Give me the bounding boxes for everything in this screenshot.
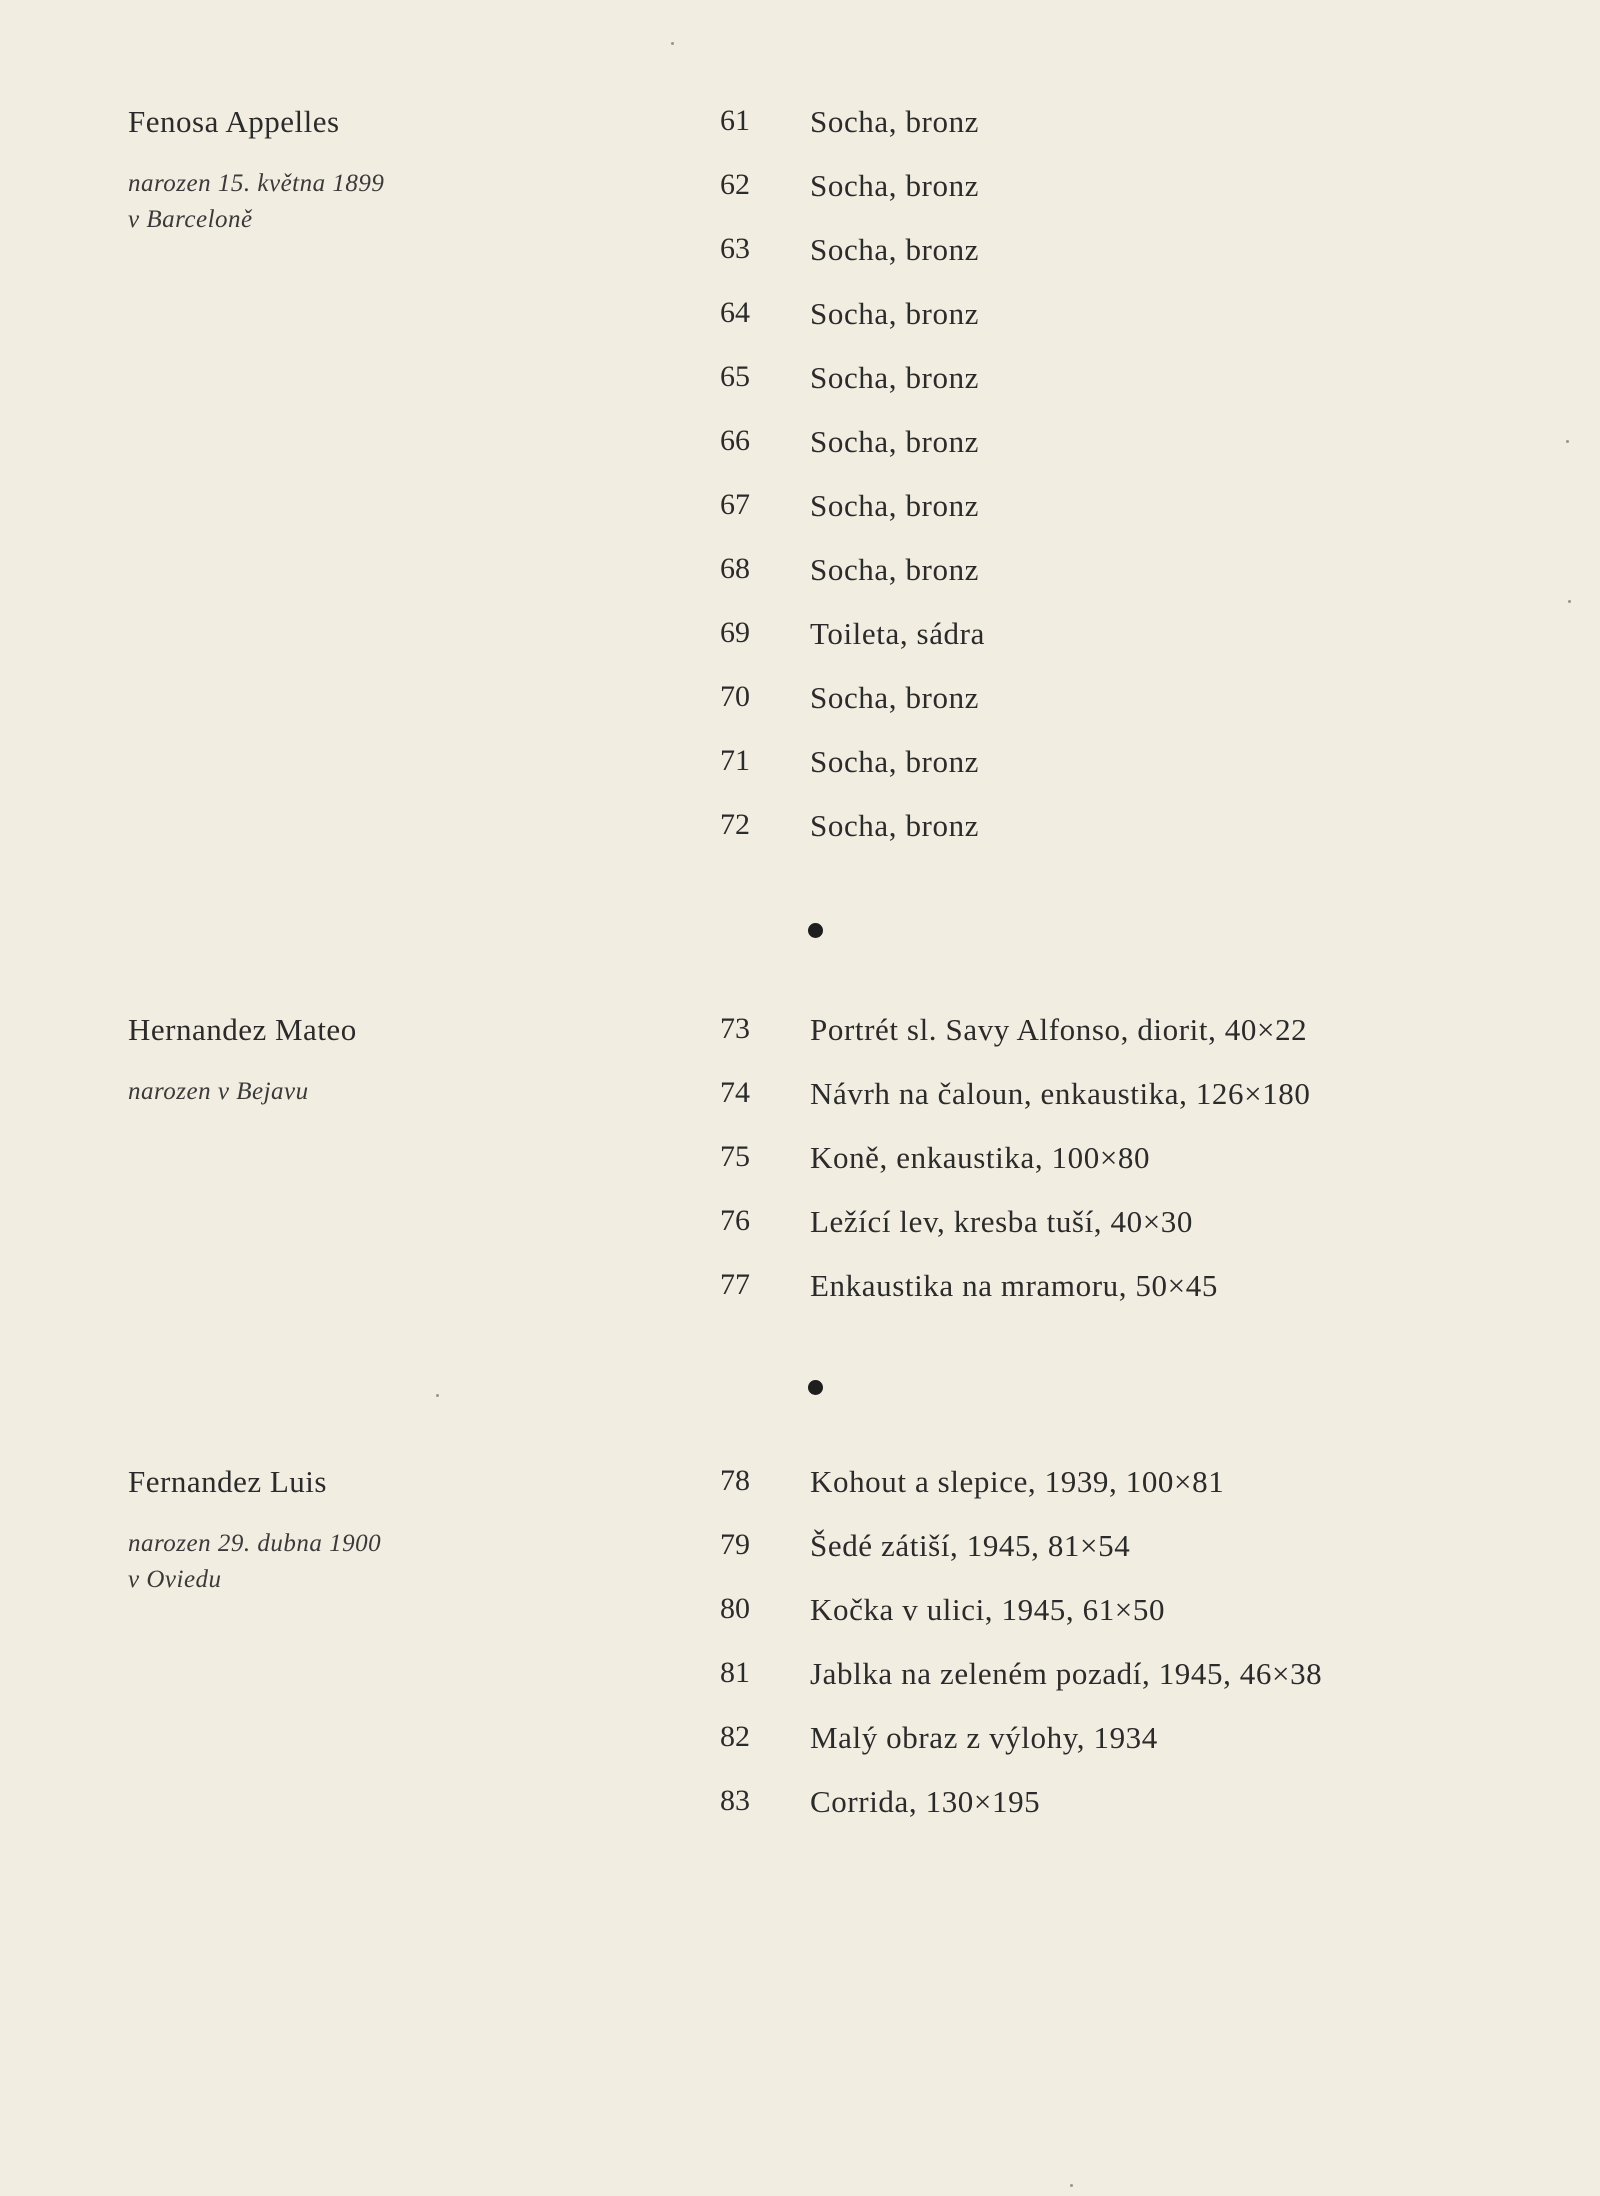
work-number: 63 bbox=[720, 232, 750, 265]
work-entry bbox=[0, 104, 1600, 144]
work-entry bbox=[0, 1528, 1600, 1568]
work-entry bbox=[0, 1268, 1600, 1308]
work-title: Toileta, sádra bbox=[810, 616, 985, 651]
work-entry bbox=[0, 744, 1600, 784]
paper-speck bbox=[1566, 440, 1569, 443]
paper-speck bbox=[671, 42, 674, 45]
paper-speck bbox=[1070, 2184, 1073, 2187]
work-number: 78 bbox=[720, 1464, 750, 1497]
work-title: Koně, enkaustika, 100×80 bbox=[810, 1140, 1151, 1175]
work-entry bbox=[0, 296, 1600, 336]
work-entry bbox=[0, 1720, 1600, 1760]
work-number: 62 bbox=[720, 168, 750, 201]
work-number: 80 bbox=[720, 1592, 750, 1625]
work-title: Malý obraz z výlohy, 1934 bbox=[810, 1720, 1158, 1755]
artist-bio-line: v Oviedu bbox=[128, 1566, 222, 1593]
bullet-dot-icon bbox=[808, 1380, 823, 1395]
work-number: 71 bbox=[720, 744, 750, 777]
work-entry bbox=[0, 360, 1600, 400]
work-number: 61 bbox=[720, 104, 750, 137]
work-title: Návrh na čaloun, enkaustika, 126×180 bbox=[810, 1076, 1311, 1111]
work-title: Socha, bronz bbox=[810, 744, 980, 779]
artist-name: Fernandez Luis bbox=[128, 1464, 327, 1499]
work-entry bbox=[0, 1656, 1600, 1696]
work-entry bbox=[0, 1140, 1600, 1180]
work-title: Ležící lev, kresba tuší, 40×30 bbox=[810, 1204, 1193, 1239]
work-entry bbox=[0, 168, 1600, 208]
work-number: 64 bbox=[720, 296, 750, 329]
work-number: 66 bbox=[720, 424, 750, 457]
work-title: Socha, bronz bbox=[810, 232, 980, 267]
work-title: Socha, bronz bbox=[810, 168, 980, 203]
work-entry bbox=[0, 232, 1600, 272]
work-title: Socha, bronz bbox=[810, 104, 980, 139]
bullet-dot-icon bbox=[808, 923, 823, 938]
work-number: 82 bbox=[720, 1720, 750, 1753]
artist-bio-line: narozen 15. května 1899 bbox=[128, 170, 385, 197]
work-title: Jablka na zeleném pozadí, 1945, 46×38 bbox=[810, 1656, 1323, 1691]
work-entry bbox=[0, 552, 1600, 592]
work-title: Socha, bronz bbox=[810, 488, 980, 523]
work-entry bbox=[0, 1012, 1600, 1052]
work-title: Socha, bronz bbox=[810, 360, 980, 395]
work-number: 70 bbox=[720, 680, 750, 713]
work-number: 76 bbox=[720, 1204, 750, 1237]
work-title: Corrida, 130×195 bbox=[810, 1784, 1041, 1819]
work-title: Socha, bronz bbox=[810, 296, 980, 331]
work-title: Enkaustika na mramoru, 50×45 bbox=[810, 1268, 1218, 1303]
work-number: 77 bbox=[720, 1268, 750, 1301]
work-number: 83 bbox=[720, 1784, 750, 1817]
work-title: Socha, bronz bbox=[810, 552, 980, 587]
work-entry bbox=[0, 616, 1600, 656]
work-number: 74 bbox=[720, 1076, 750, 1109]
work-title: Kočka v ulici, 1945, 61×50 bbox=[810, 1592, 1166, 1627]
artist-name: Fenosa Appelles bbox=[128, 104, 340, 139]
work-number: 81 bbox=[720, 1656, 750, 1689]
work-number: 68 bbox=[720, 552, 750, 585]
work-title: Kohout a slepice, 1939, 100×81 bbox=[810, 1464, 1225, 1499]
work-number: 65 bbox=[720, 360, 750, 393]
work-entry bbox=[0, 488, 1600, 528]
work-number: 69 bbox=[720, 616, 750, 649]
artist-bio-line: narozen 29. dubna 1900 bbox=[128, 1530, 382, 1557]
paper-speck bbox=[436, 1394, 439, 1397]
work-entry bbox=[0, 424, 1600, 464]
work-number: 75 bbox=[720, 1140, 750, 1173]
work-number: 79 bbox=[720, 1528, 750, 1561]
work-entry bbox=[0, 680, 1600, 720]
work-entry bbox=[0, 1076, 1600, 1116]
work-title: Socha, bronz bbox=[810, 808, 980, 843]
work-number: 72 bbox=[720, 808, 750, 841]
work-entry bbox=[0, 808, 1600, 848]
work-title: Portrét sl. Savy Alfonso, diorit, 40×22 bbox=[810, 1012, 1308, 1047]
work-entry bbox=[0, 1784, 1600, 1824]
work-number: 73 bbox=[720, 1012, 750, 1045]
work-entry bbox=[0, 1592, 1600, 1632]
work-title: Šedé zátiší, 1945, 81×54 bbox=[810, 1528, 1131, 1563]
work-entry bbox=[0, 1204, 1600, 1244]
work-number: 67 bbox=[720, 488, 750, 521]
artist-bio-line: narozen v Bejavu bbox=[128, 1078, 309, 1105]
work-title: Socha, bronz bbox=[810, 424, 980, 459]
work-entry bbox=[0, 1464, 1600, 1504]
work-title: Socha, bronz bbox=[810, 680, 980, 715]
paper-speck bbox=[1568, 600, 1571, 603]
artist-name: Hernandez Mateo bbox=[128, 1012, 357, 1047]
artist-bio-line: v Barceloně bbox=[128, 206, 253, 233]
